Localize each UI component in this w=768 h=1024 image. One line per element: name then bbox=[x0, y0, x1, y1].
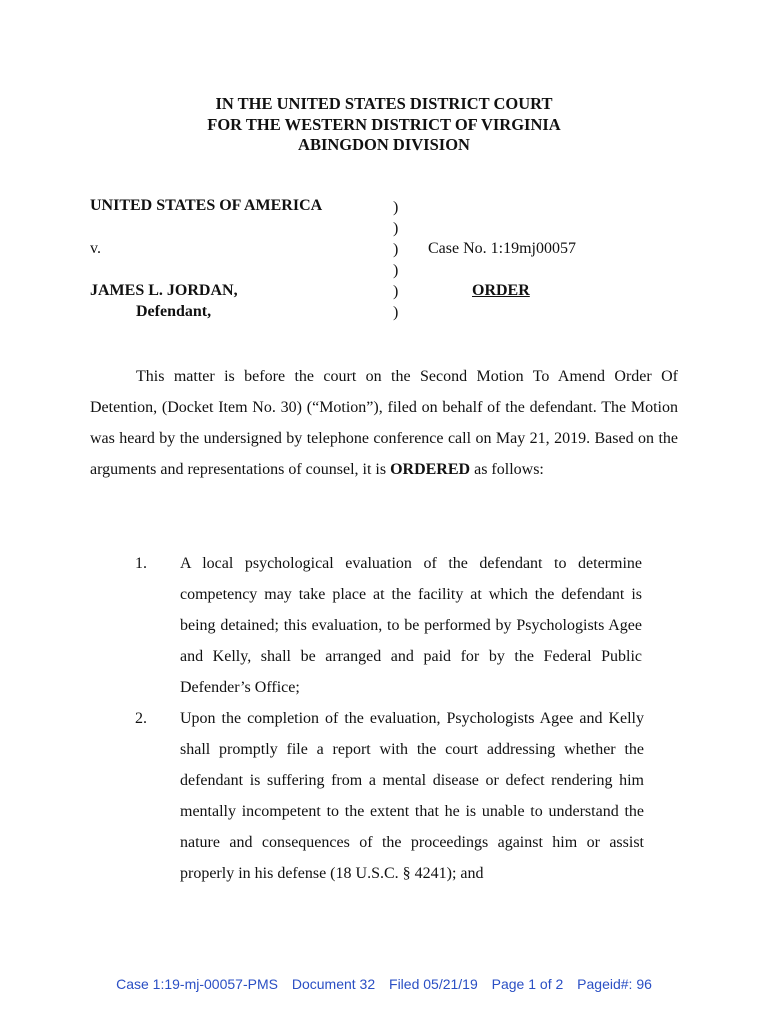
defendant-name: JAMES L. JORDAN, bbox=[90, 282, 238, 299]
intro-text: This matter is before the court on the Second Motion To Amend Order Of Detention, (Docket Item No. 30) (“Motion”), filed on behalf of the defendant. The Motion was heard by the undersigned by telephone conference call on May 21, 2019. Based on the arguments and representations of counsel, it is bbox=[90, 368, 678, 478]
plaintiff-name: UNITED STATES OF AMERICA bbox=[90, 197, 323, 214]
district-name: FOR THE WESTERN DISTRICT OF VIRGINIA bbox=[207, 114, 561, 134]
footer-page: Page 1 of 2 bbox=[491, 976, 564, 992]
footer-case: Case 1:19-mj-00057-PMS bbox=[116, 976, 278, 992]
footer-document: Document 32 bbox=[291, 976, 376, 992]
list-item-text: A local psychological evaluation of the defendant to determine competency may take place at the facility at which the defendant is being detained; this evaluation, to be performed by Psychologists Agee and Kelly, shall be arranged and paid for by the Federal Public Defender’s Office; bbox=[180, 555, 642, 696]
intro-paragraph bbox=[90, 361, 678, 485]
ordered-emphasis: ORDERED bbox=[390, 461, 471, 478]
filing-footer bbox=[0, 976, 768, 992]
intro-text-end: as follows: bbox=[470, 461, 544, 478]
list-item-number: 2. bbox=[135, 710, 147, 727]
division-name: ABINGDON DIVISION bbox=[298, 135, 470, 154]
caption-paren: ) bbox=[393, 262, 399, 279]
document-title: ORDER bbox=[472, 282, 530, 299]
list-item bbox=[90, 703, 680, 889]
caption-parentheses bbox=[393, 197, 398, 323]
order-body bbox=[90, 361, 678, 485]
case-number: Case No. 1:19mj00057 bbox=[428, 240, 576, 257]
caption-paren: ) bbox=[393, 304, 399, 321]
list-item-number: 1. bbox=[135, 555, 147, 572]
caption-paren: ) bbox=[393, 220, 399, 237]
caption-paren: ) bbox=[393, 283, 399, 300]
caption-paren: ) bbox=[393, 199, 399, 216]
defendant-label: Defendant, bbox=[136, 303, 212, 320]
footer-filed: Filed 05/21/19 bbox=[389, 976, 478, 992]
versus-label: v. bbox=[90, 240, 101, 257]
list-item bbox=[90, 548, 680, 703]
caption-paren: ) bbox=[393, 241, 399, 258]
court-name: IN THE UNITED STATES DISTRICT COURT bbox=[215, 94, 553, 113]
case-caption bbox=[0, 197, 768, 327]
order-provisions bbox=[90, 548, 680, 889]
court-heading bbox=[0, 94, 768, 156]
list-item-text: Upon the completion of the evaluation, Psychologists Agee and Kelly shall promptly file a report with the court addressing whether the defendant is suffering from a mental disease or defect rendering him mentally incompetent to the extent that he is unable to understand the nature and consequences of the proceedings against him or assist properly in his defense (18 U.S.C. § 4241); and bbox=[180, 710, 644, 882]
footer-pageid: Pageid#: 96 bbox=[577, 976, 652, 992]
